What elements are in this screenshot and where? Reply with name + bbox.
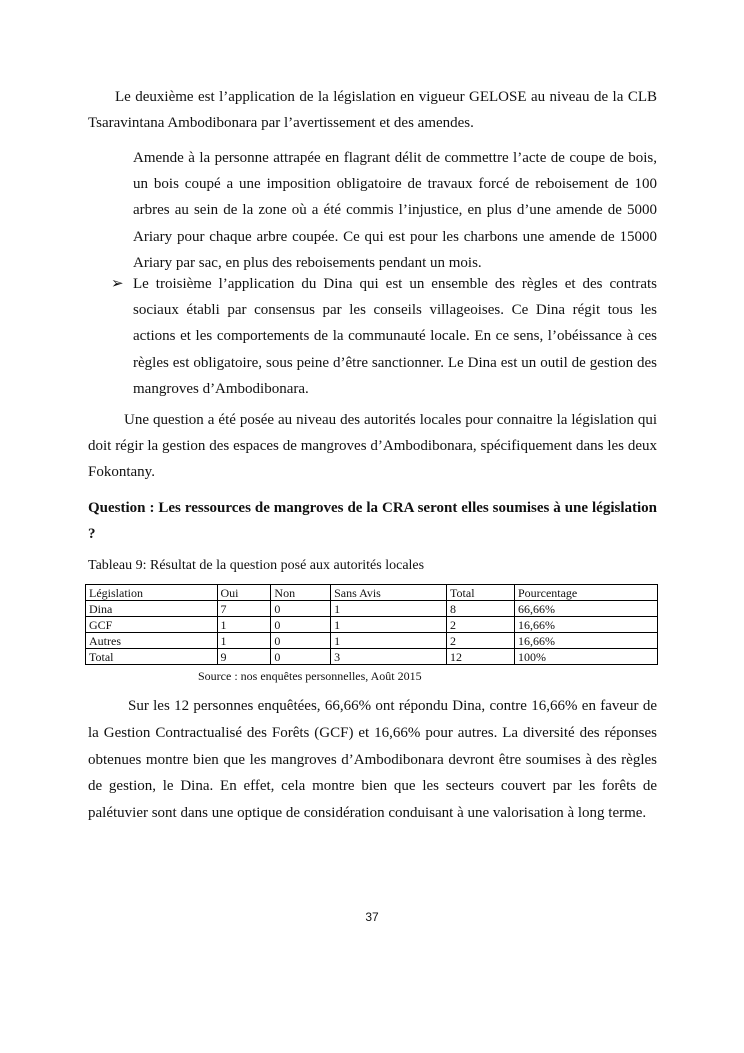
table-row bbox=[86, 601, 658, 617]
paragraph-results: Sur les 12 personnes enquêtées, 66,66% ont répondu Dina, contre 16,66% en faveur de la Gestion Contractualisé des Forêts (GCF) et 16,66% pour autres. La diversité des réponses obtenues montre bien que les mangroves d’Ambodibonara devront être soumises à des règles de gestion, le Dina. En effet, cela montre bien que les secteurs couvert par les forêts de palétuvier sont dans une optique de considération conduisant à une valorisation à long terme. bbox=[88, 698, 657, 822]
table-cell: Dina bbox=[86, 601, 218, 617]
table-cell: 1 bbox=[331, 617, 447, 633]
table-cell: 66,66% bbox=[514, 601, 657, 617]
page-number: 37 bbox=[365, 910, 379, 924]
table-cell: 3 bbox=[331, 649, 447, 665]
table-caption: Tableau 9: Résultat de la question posé aux autorités locales bbox=[88, 558, 425, 573]
question-heading: Question : Les ressources de mangroves de la CRA seront elles soumises à une législation ? bbox=[88, 500, 657, 543]
table-cell: Total bbox=[447, 585, 515, 601]
table-cell: Pourcentage bbox=[514, 585, 657, 601]
table-cell: 16,66% bbox=[514, 633, 657, 649]
table-row bbox=[86, 649, 658, 665]
table-cell: 100% bbox=[514, 649, 657, 665]
table-cell: 12 bbox=[447, 649, 515, 665]
table-cell: 1 bbox=[331, 633, 447, 649]
table-cell: Total bbox=[86, 649, 218, 665]
table-cell: 7 bbox=[217, 601, 271, 617]
table-cell: 9 bbox=[217, 649, 271, 665]
table-cell: 16,66% bbox=[514, 617, 657, 633]
table-cell: 8 bbox=[447, 601, 515, 617]
paragraph-dina bbox=[111, 271, 657, 402]
arrow-bullet-icon: ➢ bbox=[111, 276, 124, 292]
table-cell: 2 bbox=[447, 633, 515, 649]
table-cell: 2 bbox=[447, 617, 515, 633]
table-source: Source : nos enquêtes personnelles, Août 2015 bbox=[198, 669, 422, 683]
table-cell: 0 bbox=[271, 649, 331, 665]
table-row bbox=[86, 633, 658, 649]
table-cell: 0 bbox=[271, 633, 331, 649]
table-cell: 0 bbox=[271, 601, 331, 617]
paragraph-dina-text: Le troisième l’application du Dina qui est un ensemble des règles et des contrats sociaux établi par consensus par les conseils villageoises. Ce Dina régit tous les actions et les comportements de la communauté locale. En ce sens, l’obéissance à ces règles est obligatoire, sous peine d’être sanctionner. Le Dina est un outil de gestion des mangroves d’Ambodibonara. bbox=[133, 276, 657, 397]
table-cell: Législation bbox=[86, 585, 218, 601]
table-cell: 1 bbox=[217, 633, 271, 649]
table-header-row bbox=[86, 585, 658, 601]
table-cell: 1 bbox=[331, 601, 447, 617]
table-cell: Autres bbox=[86, 633, 218, 649]
paragraph-amende: Amende à la personne attrapée en flagrant délit de commettre l’acte de coupe de bois, un bois coupé a une imposition obligatoire de travaux forcé de reboisement de 100 arbres au sein de la zone où a été commis l’injustice, en plus d’une amende de 5000 Ariary pour chaque arbre coupée. Ce qui est pour les charbons une amende de 15000 Ariary par sac, en plus des reboisements pendant un mois. bbox=[133, 150, 657, 271]
paragraph-question-intro: Une question a été posée au niveau des autorités locales pour connaitre la législation qui doit régir la gestion des espaces de mangroves d’Ambodibonara, spécifiquement dans les deux Fokontany. bbox=[88, 412, 657, 481]
table-cell: Sans Avis bbox=[331, 585, 447, 601]
table-cell: GCF bbox=[86, 617, 218, 633]
table-cell: 0 bbox=[271, 617, 331, 633]
paragraph-gelose: Le deuxième est l’application de la législation en vigueur GELOSE au niveau de la CLB Tsaravintana Ambodibonara par l’avertissement et des amendes. bbox=[88, 89, 657, 132]
table-cell: 1 bbox=[217, 617, 271, 633]
results-table bbox=[85, 584, 658, 665]
table-cell: Oui bbox=[217, 585, 271, 601]
table-row bbox=[86, 617, 658, 633]
table-cell: Non bbox=[271, 585, 331, 601]
